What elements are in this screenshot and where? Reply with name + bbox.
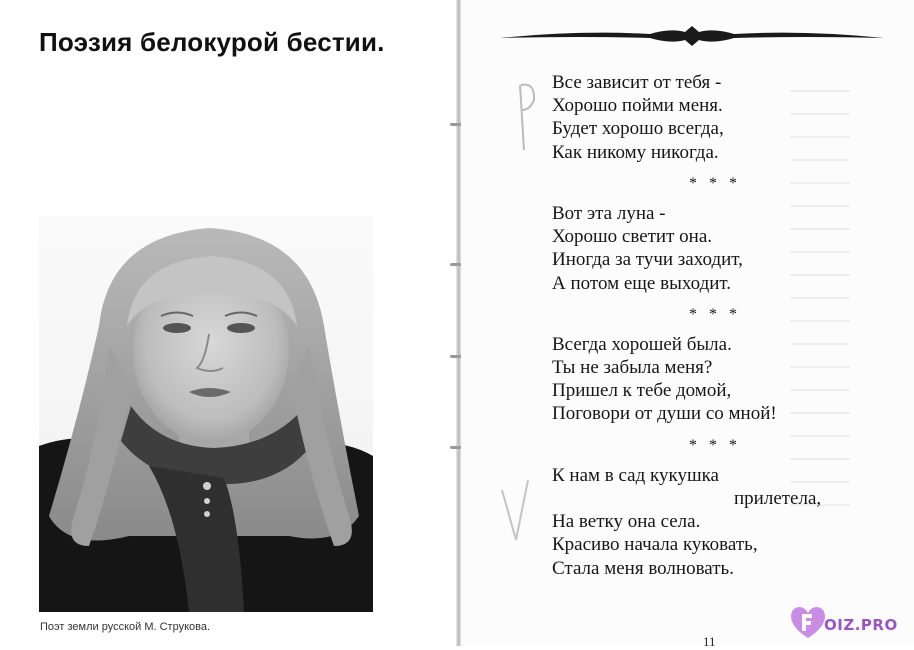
portrait-caption: Поэт земли русской М. Струкова. bbox=[40, 621, 211, 633]
stanza-separator: * * * bbox=[689, 305, 741, 323]
heart-logo-icon bbox=[788, 604, 828, 642]
page-number: 11 bbox=[703, 634, 716, 649]
poem-line: Хорошо пойми меня. bbox=[552, 95, 723, 117]
poem-line: Всегда хорошей была. bbox=[552, 333, 732, 355]
poem-line: Ты не забыла меня? bbox=[552, 357, 713, 379]
stanza-3 bbox=[552, 333, 882, 426]
poem-line: Стала меня волновать. bbox=[552, 557, 734, 579]
stanza-4 bbox=[552, 464, 882, 580]
poem-line: Поговори от души со мной! bbox=[552, 403, 777, 425]
poem-line: Будет хорошо всегда, bbox=[552, 118, 724, 140]
author-portrait bbox=[39, 216, 373, 612]
poem-line: А потом еще выходит. bbox=[552, 272, 732, 294]
poem-line: На ветку она села. bbox=[552, 511, 701, 533]
poem-line: Иногда за тучи заходит, bbox=[552, 249, 743, 271]
stanza-separator: * * * bbox=[689, 436, 741, 454]
poem-line: Хорошо светит она. bbox=[552, 226, 713, 248]
poem-line: К нам в сад кукушка bbox=[552, 464, 719, 486]
poem-line: Все зависит от тебя - bbox=[552, 72, 722, 93]
poem-line: прилетела, bbox=[734, 488, 822, 509]
left-page bbox=[0, 0, 458, 646]
site-watermark bbox=[788, 604, 914, 644]
pencil-marks bbox=[490, 70, 550, 570]
stanza-1 bbox=[552, 71, 882, 164]
poem bbox=[552, 71, 882, 580]
poem-line: Пришел к тебе домой, bbox=[552, 380, 732, 402]
page-headline: Поэзия белокурой бестии. bbox=[39, 27, 385, 57]
stanza-2 bbox=[552, 202, 882, 295]
stanza-separator: * * * bbox=[689, 174, 741, 192]
poem-line: Вот эта луна - bbox=[552, 202, 666, 224]
poem-line: Как никому никогда. bbox=[552, 141, 719, 163]
poem-line: Красиво начала куковать, bbox=[552, 534, 758, 556]
watermark-text: OIZ.PRO bbox=[824, 616, 898, 634]
decorative-ornament bbox=[500, 24, 884, 46]
